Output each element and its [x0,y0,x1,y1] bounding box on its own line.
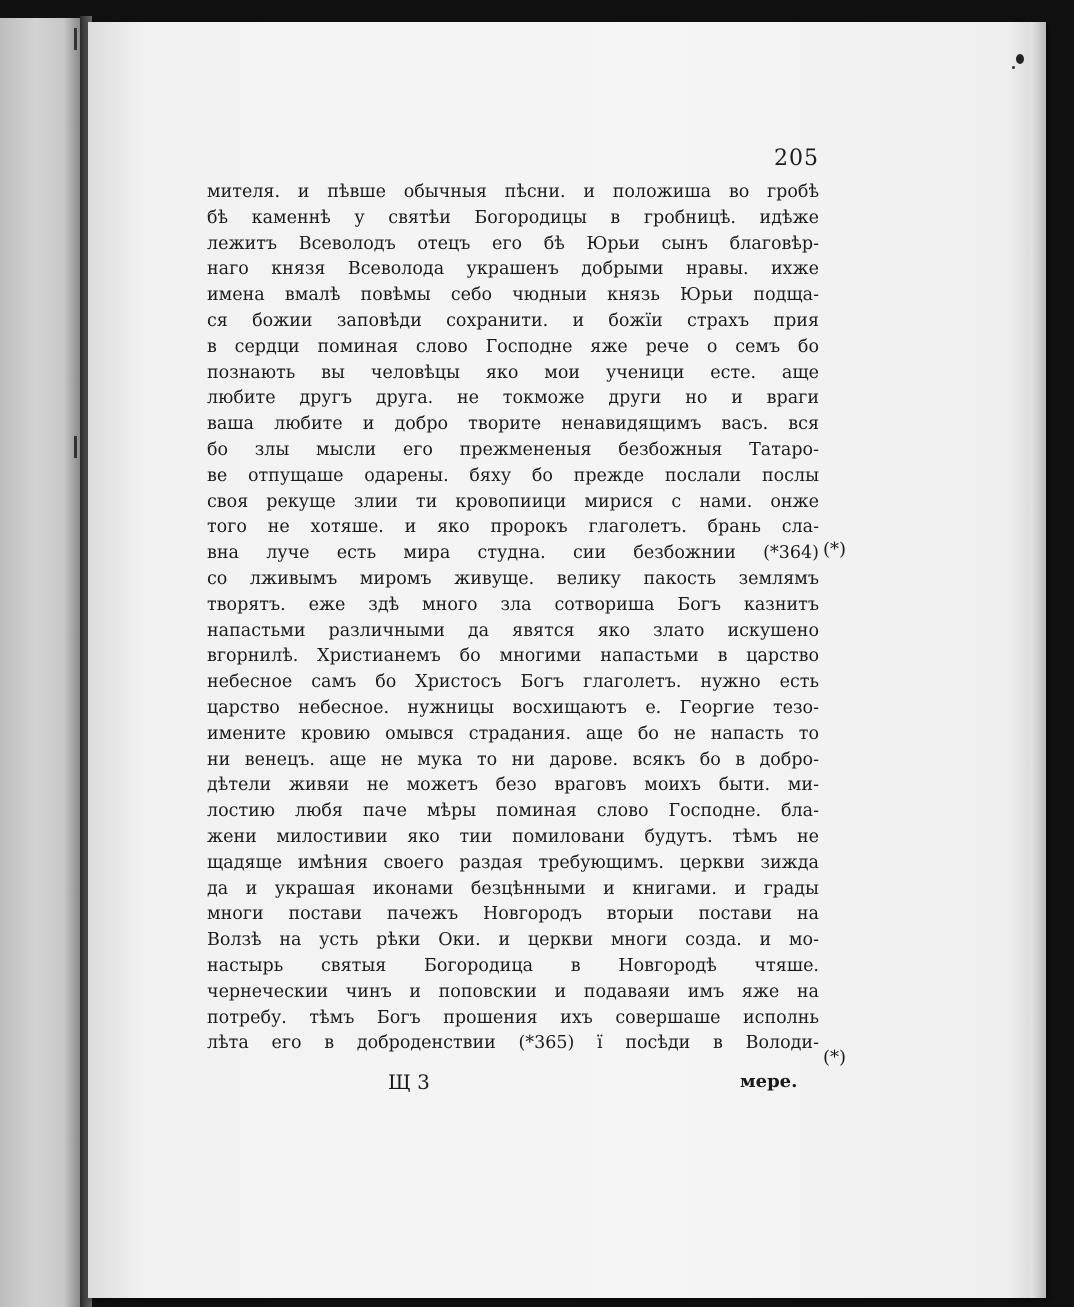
text-line: да и украшая иконами безцѣнными и книгами. и грады [207,878,819,899]
text-line: лежитъ Всеволодъ отецъ его бѣ Юрьи сынъ благовѣр- [207,233,819,254]
text-line: Волзѣ на усть рѣки Оки. и церкви многи созда. и мо- [207,930,819,951]
text-line: вгорнилѣ. Христианемъ бо многими напастьми в царство [207,646,819,667]
text-line: ни венецъ. аще не мука то ни дарове. всякъ бо в добро- [207,749,819,770]
ink-speck [1016,54,1024,64]
text-line: познають вы человѣцы яко мои ученици есте. аще [207,362,819,383]
book-page [88,22,1046,1298]
printer-signature: Щ 3 [388,1070,430,1094]
page-edge-mark [74,436,77,458]
text-line: ся божии заповѣди сохранити. и божїи страхъ прия [207,310,819,331]
ink-speck [1012,66,1015,69]
page-edge-mark [74,28,77,50]
text-line: ваша любите и добро творите ненавидящимъ васъ. вся [207,414,819,435]
text-line: жени милостивии яко тии помиловани будутъ. тѣмъ не [207,826,819,847]
text-line: настырь святыя Богородица в Новгородѣ чтяше. [207,955,819,976]
text-line: мителя. и пѣвше обычныя пѣсни. и положиша во гробѣ [207,182,819,202]
text-line: в сердци поминая слово Господне яже рече о семъ бо [207,336,819,357]
text-line: бѣ каменнѣ у святѣи Богородицы в гробницѣ. идѣже [207,207,819,228]
text-line: напастьми различными да явятся яко злато искушено [207,620,819,641]
text-line: своя рекуще злии ти кровопиици мирися с нами. онже [207,491,819,512]
text-line: лѣта его в доброденствии (*365) ї посѣди в Володи- [207,1033,819,1054]
page-edge-shadow [1030,22,1046,1298]
text-line: небесное самъ бо Христосъ Богъ глаголетъ. нужно есть [207,672,819,693]
text-line: дѣтели живяи не можетъ безо враговъ моихъ быти. ми- [207,775,819,796]
text-line: потребу. тѣмъ Богъ прошения ихъ совершаше исполнь [207,1007,819,1028]
catchword: мере. [740,1071,798,1092]
text-line: имена вмалѣ повѣмы себо чюдныи князь Юрьи подща- [207,285,819,306]
text-line: наго князя Всеволода украшенъ добрыми нравы. ихже [207,259,819,280]
page-number: 205 [774,146,819,171]
margin-note: (*) [823,1047,847,1068]
text-line: бо злы мысли его прежмененыя безбожныя Татаро- [207,439,819,460]
text-line: многи постави пачежъ Новгородъ вторыи постави на [207,904,819,925]
text-line: царство небесное. нужницы восхищаютъ е. Георгие тезо- [207,697,819,718]
margin-note: (*) [823,539,847,560]
text-line: любите другъ друга. не токможе други но и враги [207,388,819,409]
text-line: со лживымъ миромъ живуще. велику пакость землямъ [207,568,819,589]
text-line: ве отпущаше одарены. бяху бо прежде послали послы [207,465,819,486]
text-line: щадяще имѣния своего раздая требующимъ. церкви зижда [207,852,819,873]
text-line: того не хотяше. и яко пророкъ глаголетъ. брань сла- [207,517,819,538]
text-line: имените кровию омывся страдания. аще бо не напасть то [207,723,819,744]
text-line: творятъ. еже здѣ много зла сотвориша Богъ казнитъ [207,594,819,615]
facing-page-edge [0,18,82,1307]
body-text [207,180,819,1057]
text-line: вна луче есть мира студна. сии безбожнии (*364) [207,543,819,564]
text-line: чернеческии чинъ и поповскии и подаваяи имъ яже на [207,981,819,1002]
text-line: лостию любя паче мѣры поминая слово Господне. бла- [207,801,819,822]
